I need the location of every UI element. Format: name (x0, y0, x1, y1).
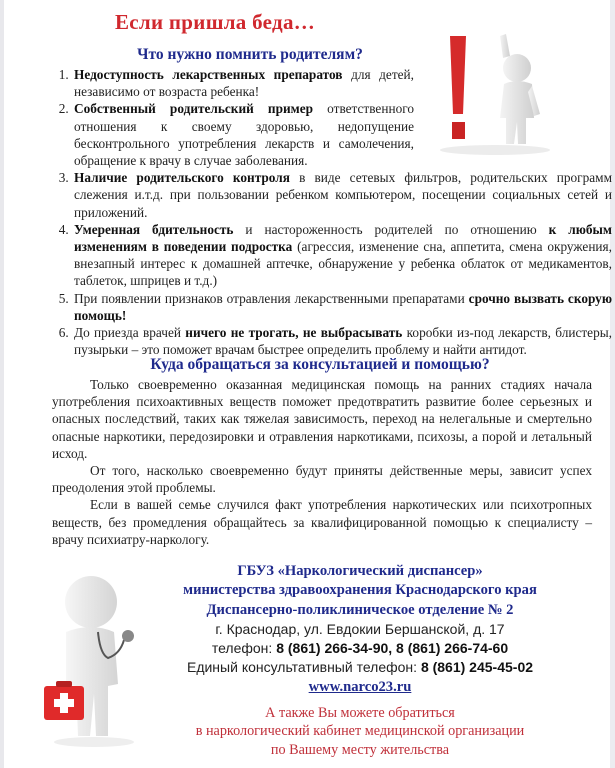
also-line: А также Вы можете обратиться (265, 705, 455, 721)
phone-line (160, 639, 560, 658)
help-paragraphs (52, 376, 592, 548)
list-item (72, 290, 612, 324)
hotline-label: Единый консультативный телефон: (186, 659, 421, 676)
item-emphasis: ничего не трогать, не выбрасывать (185, 325, 403, 341)
item-text: При появлении признаков отравления лекарственными препаратами (74, 290, 469, 306)
contact-block (160, 562, 560, 697)
also-line: по Вашему месту жительства (270, 741, 450, 758)
org-address: г. Краснодар, ул. Евдокии Бершанской, д. 17 (215, 620, 505, 637)
item-emphasis: Недоступность лекарственных препаратов (74, 67, 343, 82)
item-text: для детей, независимо от возраста ребенка! (74, 67, 414, 100)
website-link[interactable]: www.narco23.ru (308, 678, 412, 695)
item-text: коробки из-под лекарств, блистеры, пузырьки – это поможет врачам быстрее определить проблему и найти антидот. (74, 325, 612, 358)
phone-numbers: 8 (861) 266-34-90, 8 (861) 266-74-60 (276, 640, 509, 657)
paragraph: Только своевременно оказанная медицинская помощь на ранних стадиях начала употребления психоактивных веществ поможет предотвратить развитие более серьезных и опасных последствий, таких как тяжелая зависимость, переход на нелегальные и смертельно опасные наркотики, передозировки и отравления наркотиками, психозы, а порой и летальный исход. (52, 377, 592, 461)
item-text: (агрессия, изменение сна, аппетита, смена окружения, внезапный интерес к домашней аптечке, обнаружение у ребенка облаток от медикаментов, таблеток, шприцев и т.д.) (74, 239, 612, 289)
list-item (72, 324, 612, 358)
item-emphasis: к любым изменениям в поведении подростка (74, 221, 612, 255)
item-emphasis: Собственный родительский пример (74, 101, 314, 117)
list-item (72, 100, 414, 169)
paragraph: Если в вашей семье случился факт употребления наркотических или психотропных веществ, без промедления обращайтесь за квалифицированной помощью к специалисту – врачу психиатру-наркологу. (52, 497, 592, 547)
page-title: Если пришла беда… (114, 10, 316, 34)
item-emphasis: Умеренная бдительность (74, 221, 234, 237)
paragraph: От того, насколько своевременно будут приняты действенные меры, зависит успех преодоления этой проблемы. (52, 463, 592, 496)
hotline-number: 8 (861) 245-45-02 (420, 659, 534, 676)
org-ministry: министерства здравоохранения Краснодарского края (183, 582, 537, 599)
org-department: Диспансерно-поликлиническое отделение № 2 (206, 601, 514, 618)
also-notice (160, 704, 560, 759)
list-item (72, 169, 612, 221)
list-item (72, 221, 612, 290)
item-emphasis: Наличие родительского контроля (74, 170, 290, 186)
org-name: ГБУЗ «Наркологический диспансер» (237, 563, 483, 579)
exclamation-figure-icon (420, 22, 570, 157)
section-heading-help: Куда обращаться за консультацией и помощью? (150, 356, 490, 373)
item-text: До приезда врачей (74, 325, 186, 341)
list-item (72, 66, 414, 100)
phone-label: телефон: (211, 640, 277, 657)
item-emphasis: срочно вызвать скорую помощь! (74, 290, 612, 323)
hotline-line (160, 658, 560, 677)
doctor-with-first-aid-kit-icon (36, 574, 136, 749)
also-line: в наркологический кабинет медицинской организации (195, 723, 525, 740)
item-text: ответственного отношения к своему здоровью, недопущение бесконтрольного употребления лекарств и самолечения, обращение к врачу в случае заболевания. (74, 101, 414, 169)
section-heading-parents: Что нужно помнить родителям? (137, 46, 363, 63)
item-text: и настороженность родителей по отношению (233, 221, 549, 237)
item-text: в виде сетевых фильтров, родительских программ слежения и.т.д. при пользовании ребенком компьютером, посещении социальных сетей и приложений. (74, 170, 612, 220)
